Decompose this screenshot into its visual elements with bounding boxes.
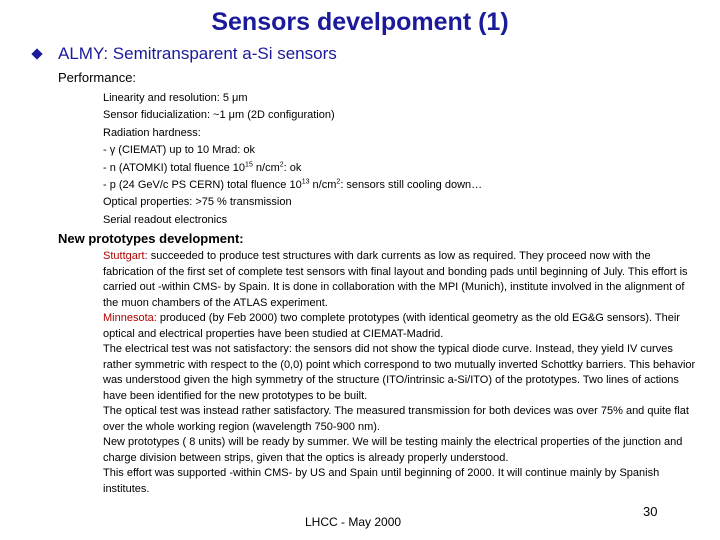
diamond-bullet-icon (31, 48, 42, 59)
body-paragraph: The electrical test was not satisfactory: the sensors did not show the typical diode curve. Instead, they yield IV curves rather symmetric with respect to the (0,0) point which correspond to two mutually inverted Schottky barriers. This behavior was understood given the high symmetry of the structure (ITO/intrinsic a-Si/ITO) of the prototypes. Two lines of actions have been identified for the new prototypes to be built. (103, 343, 696, 402)
performance-item: Sensor fiducialization: ~1 μm (2D configuration) (103, 109, 335, 122)
body-paragraph: The optical test was instead rather satisfactory. The measured transmission for both devices was over 75% and quite flat over the whole working region (wavelength 750-900 nm). (103, 405, 689, 433)
performance-label: Performance: (58, 70, 137, 85)
body-paragraph: This effort was supported -within CMS- by US and Spain until beginning of 2000. It will continue mainly by Spanish institutes. (103, 467, 660, 495)
slide-title: Sensors develpoment (1) (211, 8, 509, 36)
minnesota-label: Minnesota: (103, 312, 157, 324)
stuttgart-label: Stuttgart: (103, 250, 148, 262)
minnesota-paragraph: Minnesota: produced (by Feb 2000) two complete prototypes (with identical geometry as the old EG&G sensors). Their optical and electrical properties have been studied at CIEMAT-Madrid. (103, 312, 680, 340)
stuttgart-paragraph: Stuttgart: succeeded to produce test structures with dark currents as low as required. They proceed now with the fabrication of the first set of complete test sensors with final layout and bonding pads until beginning of July. This effort is carried out -within CMS- by Spain. It is done in collaboration with the MPI (Munich), institute involved in the alignment of the muon chambers of the ATLAS experiment. (103, 250, 688, 309)
footer-text: LHCC - May 2000 (305, 515, 402, 529)
section-heading: ALMY: Semitransparent a-Si sensors (58, 44, 337, 63)
performance-item: Optical properties: >75 % transmission (103, 196, 292, 209)
page-number: 30 (643, 504, 658, 519)
performance-item: Radiation hardness: (103, 126, 201, 139)
performance-item: - n (ATOMKI) total fluence $10^{15}$ $n/cm^2$: ok (103, 160, 302, 174)
body-paragraph: New prototypes ( 8 units) will be ready by summer. We will be testing mainly the electrical properties of the junction and charge division between strips, given that the optics is already properly understood. (103, 436, 683, 464)
performance-item: Linearity and resolution: 5 μm (103, 92, 248, 104)
performance-item: Serial readout electronics (103, 213, 228, 226)
performance-list (103, 90, 703, 229)
new-prototypes-body (103, 249, 698, 497)
performance-item: - p (24 GeV/c PS CERN) total fluence $10^{13}$ $n/cm^2$: sensors still cooling down… (103, 178, 483, 192)
new-prototypes-label: New prototypes development: (58, 231, 244, 246)
performance-item: - γ (CIEMAT) up to 10 Mrad: ok (103, 144, 256, 157)
